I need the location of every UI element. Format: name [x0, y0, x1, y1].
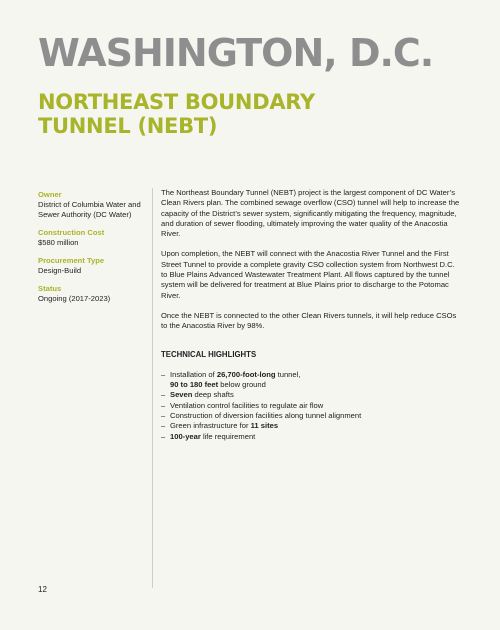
highlight-item: – Ventilation control facilities to regulate air flow [161, 401, 461, 411]
owner-label: Owner [38, 190, 62, 199]
procurement-type-label: Procurement Type [38, 256, 105, 265]
project-description [161, 188, 461, 442]
construction-cost-label: Construction Cost [38, 228, 105, 237]
project-title [38, 90, 315, 138]
page-number: 12 [38, 585, 47, 594]
technical-highlights-list [161, 370, 461, 442]
project-title-line-1: NORTHEAST BOUNDARY [38, 90, 315, 114]
status-value: Ongoing (2017-2023) [38, 294, 111, 303]
highlight-item: – Installation of 26,700-foot-long tunnel, [161, 370, 461, 380]
highlight-item: 90 to 180 feet below ground [170, 380, 266, 390]
description-paragraph: The Northeast Boundary Tunnel (NEBT) project is the largest component of DC Water’s Clean Rivers plan. The combined sewage overflow (CSO) tunnel will help to increase the capacity of the District’s sewer system, significantly mitigating the frequency, magnitude, and duration of sewer flooding, ultimately improving the water quality of the Anacostia River. [161, 188, 460, 239]
description-paragraph: Upon completion, the NEBT will connect with the Anacostia River Tunnel and the First Street Tunnel to provide a complete gravity CSO collection system from Northwest D.C. to Blue Plains Advanced Wastewater Treatment Plant. All flows captured by the tunnel system will be delivered for treatment at Blue Plains prior to discharge to the Potomac River. [161, 249, 455, 300]
highlight-item: – 100-year life requirement [161, 432, 461, 442]
construction-cost-value: $580 million [38, 238, 79, 247]
highlight-item: – Seven deep shafts [161, 390, 461, 400]
highlight-item: – Green infrastructure for 11 sites [161, 421, 461, 431]
column-divider [152, 188, 153, 588]
procurement-type-value: Design-Build [38, 266, 82, 275]
status-field [38, 284, 148, 304]
technical-highlights-heading: TECHNICAL HIGHLIGHTS [161, 349, 257, 359]
construction-cost-field [38, 228, 148, 248]
highlight-item: – Construction of diversion facilities along tunnel alignment [161, 411, 461, 421]
owner-value: District of Columbia Water and Sewer Authority (DC Water) [38, 200, 141, 219]
status-label: Status [38, 284, 62, 293]
project-title-line-2: TUNNEL (NEBT) [38, 114, 218, 138]
page-title: WASHINGTON, D.C. [38, 31, 434, 75]
project-facts-sidebar [38, 190, 148, 312]
procurement-type-field [38, 256, 148, 276]
description-paragraph: Once the NEBT is connected to the other Clean Rivers tunnels, it will help reduce CSOs to the Anacostia River by 98%. [161, 310, 457, 331]
owner-field [38, 190, 148, 220]
